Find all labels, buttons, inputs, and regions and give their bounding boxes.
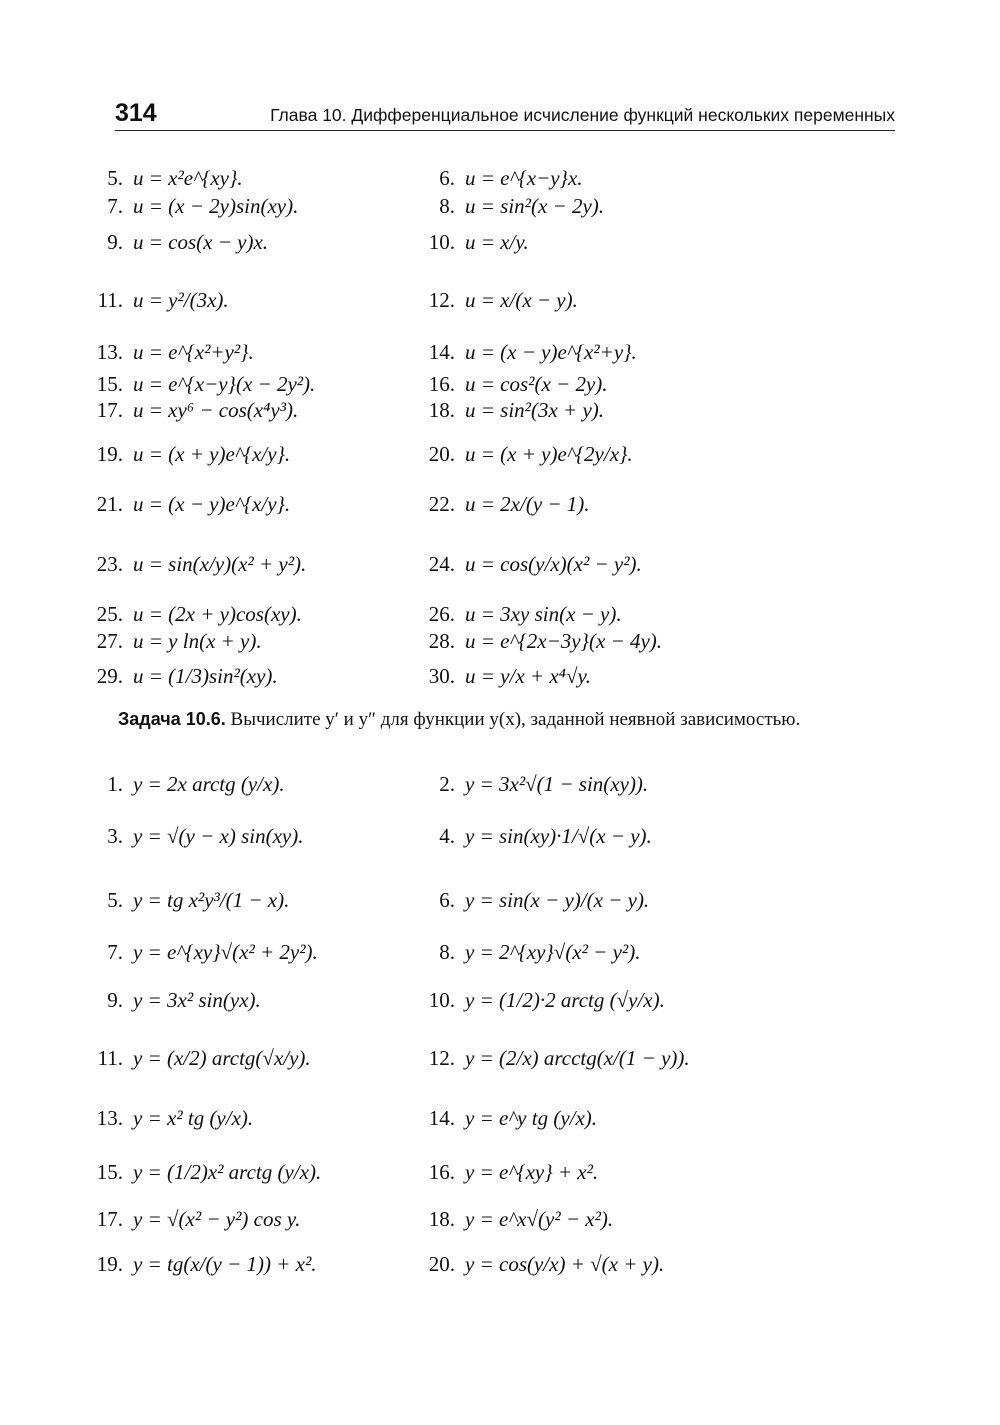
list-item: 17. y = √(x² − y²) cos y. [96, 1207, 301, 1231]
list-item: 11. u = y²/(3x). [97, 288, 229, 312]
page-number: 314 [115, 99, 157, 127]
list-item: 15. y = (1/2)x² arctg (y/x). [96, 1160, 322, 1184]
list-item: 5. u = x²e^{xy}. [107, 166, 243, 190]
list-item: 24. u = cos(y/x)(x² − y²). [428, 552, 642, 576]
list-item: 18. u = sin²(3x + y). [428, 398, 605, 422]
list-item: 11. y = (x/2) arctg(√x/y). [97, 1046, 311, 1070]
list-item: 26. u = 3xy sin(x − y). [428, 602, 622, 626]
list-item: 15. u = e^{x−y}(x − 2y²). [96, 372, 316, 396]
list-item: 5. y = tg x²y³/(1 − x). [107, 888, 290, 912]
list-item: 20. y = cos(y/x) + √(x + y). [428, 1252, 665, 1276]
list-item: 18. y = e^x√(y² − x²). [428, 1207, 614, 1231]
list-item: 23. u = sin(x/y)(x² + y²). [96, 552, 307, 576]
list-item: 8. y = 2^{xy}√(x² − y²). [439, 940, 641, 964]
task-heading [118, 706, 898, 733]
running-title: Глава 10. Дифференциальное исчисление функций нескольких переменных [270, 105, 895, 125]
list-item: 28. u = e^{2x−3y}(x − 4y). [428, 629, 663, 653]
list-item: 12. u = x/(x − y). [428, 288, 578, 312]
list-item: 27. u = y ln(x + y). [96, 629, 262, 653]
task-text: Вычислите y′ и y″ для функции y(x), заданной неявной зависимостью. [230, 709, 801, 730]
list-item: 21. u = (x − y)e^{x/y}. [96, 492, 291, 516]
list-item: 2. y = 3x²√(1 − sin(xy)). [439, 772, 649, 796]
list-item: 7. u = (x − 2y)sin(xy). [107, 194, 299, 218]
list-item: 20. u = (x + y)e^{2y/x}. [428, 442, 633, 466]
list-item: 9. u = cos(x − y)x. [107, 230, 269, 254]
list-item: 14. u = (x − y)e^{x²+y}. [428, 340, 637, 364]
list-item: 12. y = (2/x) arcctg(x/(1 − y)). [428, 1046, 690, 1070]
list-item: 25. u = (2x + y)cos(xy). [96, 602, 302, 626]
list-item: 7. y = e^{xy}√(x² + 2y²). [107, 940, 318, 964]
list-item: 10. u = x/y. [428, 230, 529, 254]
list-item: 19. y = tg(x/(y − 1)) + x². [96, 1252, 317, 1276]
list-item: 4. y = sin(xy)·1/√(x − y). [439, 824, 652, 848]
task-label: Задача 10.6. [118, 709, 226, 729]
list-item: 17. u = xy⁶ − cos(x⁴y³). [96, 398, 299, 422]
list-item: 8. u = sin²(x − 2y). [439, 194, 605, 218]
list-item: 1. y = 2x arctg (y/x). [107, 772, 285, 796]
list-item: 16. u = cos²(x − 2y). [428, 372, 608, 396]
list-item: 14. y = e^y tg (y/x). [428, 1106, 598, 1130]
list-item: 19. u = (x + y)e^{x/y}. [96, 442, 291, 466]
list-item: 13. y = x² tg (y/x). [96, 1106, 254, 1130]
list-item: 10. y = (1/2)·2 arctg (√y/x). [428, 988, 665, 1012]
list-item: 30. u = y/x + x⁴√y. [428, 664, 591, 688]
list-item: 22. u = 2x/(y − 1). [428, 492, 590, 516]
list-item: 6. y = sin(x − y)/(x − y). [439, 888, 650, 912]
page-header [115, 98, 895, 131]
list-item: 9. y = 3x² sin(yx). [107, 988, 261, 1012]
list-item: 13. u = e^{x²+y²}. [96, 340, 254, 364]
list-item: 6. u = e^{x−y}x. [439, 166, 583, 190]
list-item: 29. u = (1/3)sin²(xy). [96, 664, 278, 688]
list-item: 16. y = e^{xy} + x². [428, 1160, 599, 1184]
list-item: 3. y = √(y − x) sin(xy). [107, 824, 304, 848]
